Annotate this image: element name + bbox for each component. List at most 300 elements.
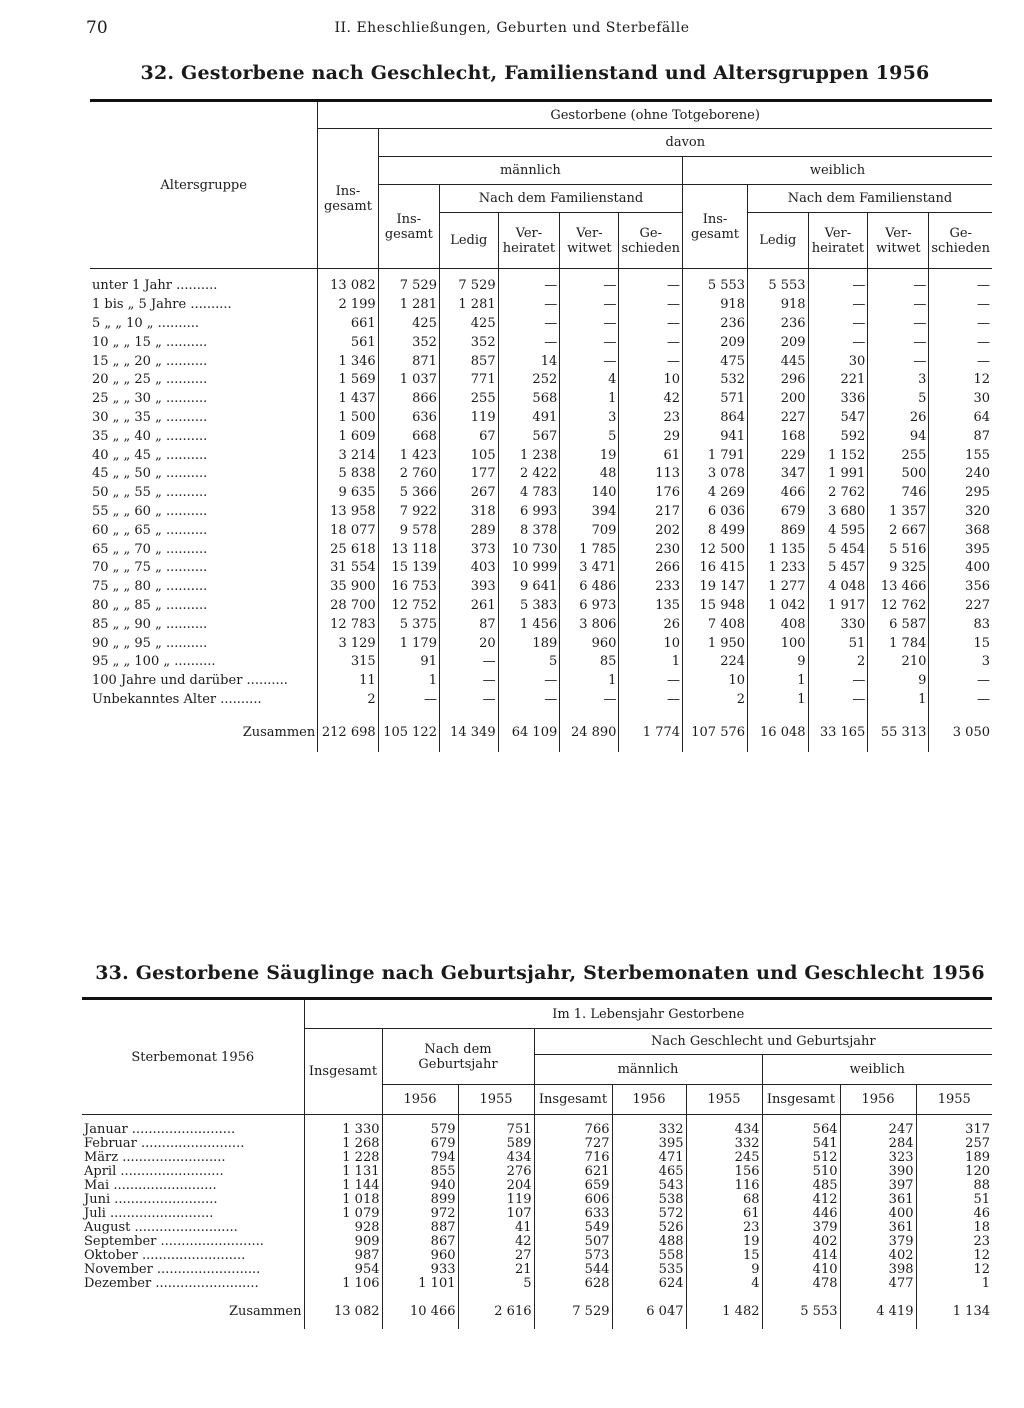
cell: 30 <box>929 390 992 409</box>
cell: 12 762 <box>868 597 929 616</box>
cell: 2 <box>318 691 378 710</box>
row-label: 20 „ „ 25 „ .......... <box>92 372 208 388</box>
row-label: unter 1 Jahr .......... <box>92 278 218 294</box>
cell: 35 900 <box>318 578 378 597</box>
cell: 412 <box>762 1193 840 1207</box>
cell: 8 378 <box>498 521 560 540</box>
cell: 135 <box>619 597 683 616</box>
cell: 55 313 <box>868 709 929 752</box>
row-label: Zusammen <box>228 1304 302 1319</box>
cell: 379 <box>762 1221 840 1235</box>
cell: 18 <box>916 1221 992 1235</box>
cell: 177 <box>439 465 498 484</box>
cell: — <box>868 269 929 296</box>
table32-w-verwitwet-header: Ver-witwet <box>868 213 929 269</box>
cell: 9 325 <box>868 559 929 578</box>
dot-leader: .......... <box>153 315 200 331</box>
cell: 4 <box>560 371 619 390</box>
row-label: 30 „ „ 35 „ .......... <box>92 409 208 425</box>
cell: — <box>619 333 683 352</box>
cell: 1 277 <box>748 578 809 597</box>
cell: — <box>619 296 683 315</box>
cell: 3 <box>929 653 992 672</box>
row-label: 40 „ „ 45 „ .......... <box>92 447 208 463</box>
cell: 434 <box>458 1151 534 1165</box>
cell: — <box>560 296 619 315</box>
cell: 9 635 <box>318 484 378 503</box>
cell: 624 <box>612 1277 686 1291</box>
table-row <box>90 427 992 446</box>
cell: 266 <box>619 559 683 578</box>
row-label: 55 „ „ 60 „ .......... <box>92 503 208 519</box>
total-row <box>82 1291 992 1329</box>
cell: 20 <box>439 634 498 653</box>
table33-m-1956-header: 1956 <box>612 1085 686 1115</box>
cell: — <box>808 333 868 352</box>
cell: 928 <box>304 1221 382 1235</box>
table-row <box>82 1249 992 1263</box>
dot-leader: ......................... <box>137 1249 246 1263</box>
cell: 64 109 <box>498 709 560 752</box>
cell: 200 <box>748 390 809 409</box>
cell: 6 973 <box>560 597 619 616</box>
cell: 224 <box>683 653 748 672</box>
row-label: Dezember ......................... <box>84 1277 259 1291</box>
dot-leader: ......................... <box>152 1263 261 1277</box>
cell: 323 <box>840 1151 916 1165</box>
table-row <box>82 1179 992 1193</box>
cell: 6 486 <box>560 578 619 597</box>
cell: 987 <box>304 1249 382 1263</box>
cell: 9 <box>686 1263 762 1277</box>
cell: 864 <box>683 409 748 428</box>
cell: 315 <box>318 653 378 672</box>
cell: 633 <box>534 1207 612 1221</box>
cell: 16 415 <box>683 559 748 578</box>
cell: 1 <box>916 1277 992 1291</box>
row-label: November ......................... <box>84 1263 261 1277</box>
cell: 9 641 <box>498 578 560 597</box>
table32-davon-header: davon <box>378 129 992 157</box>
cell: 100 <box>748 634 809 653</box>
row-label: März ......................... <box>84 1151 226 1165</box>
cell: 659 <box>534 1179 612 1193</box>
dot-leader: .......... <box>161 503 208 519</box>
cell: 202 <box>619 521 683 540</box>
cell: 1 228 <box>304 1151 382 1165</box>
cell: 475 <box>683 352 748 371</box>
cell: 332 <box>612 1115 686 1138</box>
dot-leader: ......................... <box>156 1235 264 1249</box>
cell: 960 <box>560 634 619 653</box>
table32-stub-header: Altersgruppe <box>90 101 318 269</box>
cell: 709 <box>560 521 619 540</box>
cell: 940 <box>382 1179 458 1193</box>
table-row <box>90 269 992 296</box>
table32-w-familienstand-header: Nach dem Familienstand <box>748 185 992 213</box>
cell: 210 <box>868 653 929 672</box>
cell: 14 349 <box>439 709 498 752</box>
cell: 1 152 <box>808 446 868 465</box>
cell: 295 <box>929 484 992 503</box>
row-label: 45 „ „ 50 „ .......... <box>92 466 208 482</box>
cell: 255 <box>439 390 498 409</box>
cell: 857 <box>439 352 498 371</box>
cell: 899 <box>382 1193 458 1207</box>
cell: 679 <box>382 1137 458 1151</box>
cell: 361 <box>840 1221 916 1235</box>
cell: 24 890 <box>560 709 619 752</box>
cell: 954 <box>304 1263 382 1277</box>
cell: 33 165 <box>808 709 868 752</box>
cell: 606 <box>534 1193 612 1207</box>
table-row <box>82 1221 992 1235</box>
cell: 7 922 <box>378 503 439 522</box>
row-label: 60 „ „ 65 „ .......... <box>92 522 208 538</box>
cell: 3 214 <box>318 446 378 465</box>
row-label: 50 „ „ 55 „ .......... <box>92 485 208 501</box>
cell: — <box>808 296 868 315</box>
cell: 9 <box>868 672 929 691</box>
cell: 261 <box>439 597 498 616</box>
cell: 1 042 <box>748 597 809 616</box>
cell: 5 366 <box>378 484 439 503</box>
cell: 209 <box>748 333 809 352</box>
cell: 15 139 <box>378 559 439 578</box>
cell: 296 <box>748 371 809 390</box>
cell: 10 <box>683 672 748 691</box>
dot-leader: ......................... <box>151 1277 259 1291</box>
cell: 21 <box>458 1263 534 1277</box>
table33-m-1955-header: 1955 <box>686 1085 762 1115</box>
table32-m-insgesamt-header: Ins-gesamt <box>378 185 439 269</box>
cell: — <box>619 315 683 334</box>
dot-leader: .......... <box>161 522 208 538</box>
row-label: 65 „ „ 70 „ .......... <box>92 541 208 557</box>
cell: 233 <box>619 578 683 597</box>
cell: 155 <box>929 446 992 465</box>
table33-geburtsjahr-header: Nach dem Geburtsjahr <box>382 1029 534 1085</box>
cell: — <box>378 691 439 710</box>
cell: 7 529 <box>534 1291 612 1329</box>
cell: 1 <box>378 672 439 691</box>
row-label: 10 „ „ 15 „ .......... <box>92 334 208 350</box>
cell: 356 <box>929 578 992 597</box>
cell: 532 <box>683 371 748 390</box>
cell: — <box>560 691 619 710</box>
table33-w-1956-header: 1956 <box>840 1085 916 1115</box>
cell: — <box>498 315 560 334</box>
cell: — <box>929 691 992 710</box>
cell: 105 <box>439 446 498 465</box>
dot-leader: ......................... <box>116 1165 224 1179</box>
table32-w-insgesamt-header: Ins-gesamt <box>683 185 748 269</box>
cell: 400 <box>929 559 992 578</box>
cell: 512 <box>762 1151 840 1165</box>
dot-leader: .......... <box>242 673 288 689</box>
cell: 579 <box>382 1115 458 1138</box>
cell: 14 <box>498 352 560 371</box>
cell: 23 <box>916 1235 992 1249</box>
cell: 3 129 <box>318 634 378 653</box>
cell: 236 <box>748 315 809 334</box>
cell: 466 <box>748 484 809 503</box>
cell: 1 346 <box>318 352 378 371</box>
cell: 12 <box>929 371 992 390</box>
cell: 48 <box>560 465 619 484</box>
cell: — <box>929 296 992 315</box>
cell: 408 <box>748 615 809 634</box>
dot-leader: ......................... <box>110 1193 218 1207</box>
cell: 19 147 <box>683 578 748 597</box>
cell: — <box>868 352 929 371</box>
cell: — <box>929 315 992 334</box>
dot-leader: .......... <box>161 428 208 444</box>
cell: — <box>619 691 683 710</box>
cell: 543 <box>612 1179 686 1193</box>
row-label: 5 „ „ 10 „ .......... <box>92 315 200 331</box>
cell: 87 <box>439 615 498 634</box>
cell: 373 <box>439 540 498 559</box>
cell: 1 950 <box>683 634 748 653</box>
cell: 425 <box>378 315 439 334</box>
dot-leader: .......... <box>161 409 208 425</box>
cell: 227 <box>748 409 809 428</box>
cell: 46 <box>916 1207 992 1221</box>
cell: 25 618 <box>318 540 378 559</box>
dot-leader: .......... <box>161 372 208 388</box>
cell: 3 078 <box>683 465 748 484</box>
cell: — <box>498 296 560 315</box>
cell: 120 <box>916 1165 992 1179</box>
cell: 491 <box>498 409 560 428</box>
dot-leader: ......................... <box>105 1207 214 1221</box>
cell: — <box>498 672 560 691</box>
cell: 28 700 <box>318 597 378 616</box>
table-row <box>90 484 992 503</box>
table33-w-insgesamt-header: Insgesamt <box>762 1085 840 1115</box>
cell: 276 <box>458 1165 534 1179</box>
cell: 13 958 <box>318 503 378 522</box>
table-row <box>90 409 992 428</box>
cell: 7 529 <box>439 269 498 296</box>
cell: 42 <box>619 390 683 409</box>
table32-maennlich-header: männlich <box>378 157 682 185</box>
cell: 4 <box>686 1277 762 1291</box>
cell: 390 <box>840 1165 916 1179</box>
cell: 107 576 <box>683 709 748 752</box>
table33-w-1955-header: 1955 <box>916 1085 992 1115</box>
cell: 23 <box>686 1221 762 1235</box>
cell: 2 199 <box>318 296 378 315</box>
cell: 1 991 <box>808 465 868 484</box>
cell: 5 <box>560 427 619 446</box>
cell: 252 <box>498 371 560 390</box>
cell: 1 037 <box>378 371 439 390</box>
cell: 538 <box>612 1193 686 1207</box>
cell: 395 <box>929 540 992 559</box>
table-row <box>82 1151 992 1165</box>
dot-leader: ......................... <box>118 1151 226 1165</box>
cell: — <box>560 315 619 334</box>
cell: 1 281 <box>439 296 498 315</box>
cell: 402 <box>840 1249 916 1263</box>
table32-insgesamt-header: Ins-gesamt <box>318 129 378 269</box>
cell: 3 680 <box>808 503 868 522</box>
cell: 425 <box>439 315 498 334</box>
cell: 10 <box>619 371 683 390</box>
cell: 1 101 <box>382 1277 458 1291</box>
cell: 535 <box>612 1263 686 1277</box>
cell: 477 <box>840 1277 916 1291</box>
cell: 1 437 <box>318 390 378 409</box>
cell: 119 <box>439 409 498 428</box>
cell: 400 <box>840 1207 916 1221</box>
cell: 2 762 <box>808 484 868 503</box>
cell: — <box>929 352 992 371</box>
row-label: Februar ......................... <box>84 1137 245 1151</box>
table32-m-verwitwet-header: Ver-witwet <box>560 213 619 269</box>
cell: 571 <box>683 390 748 409</box>
cell: — <box>929 672 992 691</box>
cell: 1 179 <box>378 634 439 653</box>
cell: — <box>619 269 683 296</box>
cell: 368 <box>929 521 992 540</box>
cell: 402 <box>762 1235 840 1249</box>
cell: 2 760 <box>378 465 439 484</box>
cell: 4 048 <box>808 578 868 597</box>
cell: 568 <box>498 390 560 409</box>
cell: 1 <box>868 691 929 710</box>
cell: 445 <box>748 352 809 371</box>
cell: 1 079 <box>304 1207 382 1221</box>
cell: 113 <box>619 465 683 484</box>
cell: 107 <box>458 1207 534 1221</box>
cell: 209 <box>683 333 748 352</box>
cell: 1 456 <box>498 615 560 634</box>
running-head: II. Eheschließungen, Geburten und Sterbefälle <box>334 20 690 36</box>
cell: 3 <box>868 371 929 390</box>
cell: — <box>619 352 683 371</box>
table32-m-ledig-header: Ledig <box>439 213 498 269</box>
cell: 10 <box>619 634 683 653</box>
cell: 572 <box>612 1207 686 1221</box>
table-row <box>90 465 992 484</box>
table-row <box>90 521 992 540</box>
cell: 3 806 <box>560 615 619 634</box>
cell: 1 791 <box>683 446 748 465</box>
cell: 668 <box>378 427 439 446</box>
cell: 9 578 <box>378 521 439 540</box>
cell: 1 233 <box>748 559 809 578</box>
cell: 918 <box>683 296 748 315</box>
cell: 394 <box>560 503 619 522</box>
table-row <box>90 371 992 390</box>
cell: 661 <box>318 315 378 334</box>
cell: 1 281 <box>378 296 439 315</box>
table32-m-familienstand-header: Nach dem Familienstand <box>439 185 682 213</box>
table33-m-insgesamt-header: Insgesamt <box>534 1085 612 1115</box>
cell: 2 <box>683 691 748 710</box>
dot-leader: ......................... <box>109 1179 217 1193</box>
table33-1956-header: 1956 <box>382 1085 458 1115</box>
table33-1955-header: 1955 <box>458 1085 534 1115</box>
row-label: 25 „ „ 30 „ .......... <box>92 391 208 407</box>
cell: 83 <box>929 615 992 634</box>
cell: 7 408 <box>683 615 748 634</box>
cell: 12 <box>916 1263 992 1277</box>
cell: 64 <box>929 409 992 428</box>
cell: 18 077 <box>318 521 378 540</box>
cell: 887 <box>382 1221 458 1235</box>
cell: 2 667 <box>868 521 929 540</box>
cell: 16 753 <box>378 578 439 597</box>
cell: 2 616 <box>458 1291 534 1329</box>
cell: — <box>808 315 868 334</box>
cell: 867 <box>382 1235 458 1249</box>
row-label: 90 „ „ 95 „ .......... <box>92 635 208 651</box>
dot-leader: ......................... <box>130 1221 238 1235</box>
table33-geschlecht-header: Nach Geschlecht und Geburtsjahr <box>534 1029 992 1055</box>
cell: — <box>560 333 619 352</box>
cell: 558 <box>612 1249 686 1263</box>
cell: 5 553 <box>748 269 809 296</box>
cell: 6 036 <box>683 503 748 522</box>
dot-leader: .......... <box>161 541 208 557</box>
row-label: 75 „ „ 80 „ .......... <box>92 579 208 595</box>
cell: 1 482 <box>686 1291 762 1329</box>
cell: 393 <box>439 578 498 597</box>
row-label: Juli ......................... <box>84 1207 214 1221</box>
cell: 5 <box>868 390 929 409</box>
cell: 5 553 <box>683 269 748 296</box>
cell: — <box>498 691 560 710</box>
cell: 592 <box>808 427 868 446</box>
cell: 541 <box>762 1137 840 1151</box>
cell: 87 <box>929 427 992 446</box>
cell: 245 <box>686 1151 762 1165</box>
dot-leader: .......... <box>161 447 208 463</box>
cell: 567 <box>498 427 560 446</box>
cell: 1 569 <box>318 371 378 390</box>
table-row <box>82 1193 992 1207</box>
cell: 189 <box>916 1151 992 1165</box>
table32 <box>90 99 992 752</box>
cell: 61 <box>686 1207 762 1221</box>
cell: 26 <box>619 615 683 634</box>
cell: 336 <box>808 390 868 409</box>
dot-leader: ......................... <box>136 1137 245 1151</box>
cell: 267 <box>439 484 498 503</box>
cell: 204 <box>458 1179 534 1193</box>
row-label: 85 „ „ 90 „ .......... <box>92 616 208 632</box>
table-row <box>90 559 992 578</box>
cell: 119 <box>458 1193 534 1207</box>
table-row <box>90 390 992 409</box>
cell: 23 <box>619 409 683 428</box>
cell: 10 466 <box>382 1291 458 1329</box>
table-row <box>90 315 992 334</box>
cell: 679 <box>748 503 809 522</box>
dot-leader: .......... <box>161 579 208 595</box>
cell: 221 <box>808 371 868 390</box>
table-row <box>90 578 992 597</box>
cell: 549 <box>534 1221 612 1235</box>
cell: 236 <box>683 315 748 334</box>
table32-main-header: Gestorbene (ohne Totgeborene) <box>318 101 992 129</box>
dot-leader: ......................... <box>127 1122 236 1137</box>
cell: 1 238 <box>498 446 560 465</box>
